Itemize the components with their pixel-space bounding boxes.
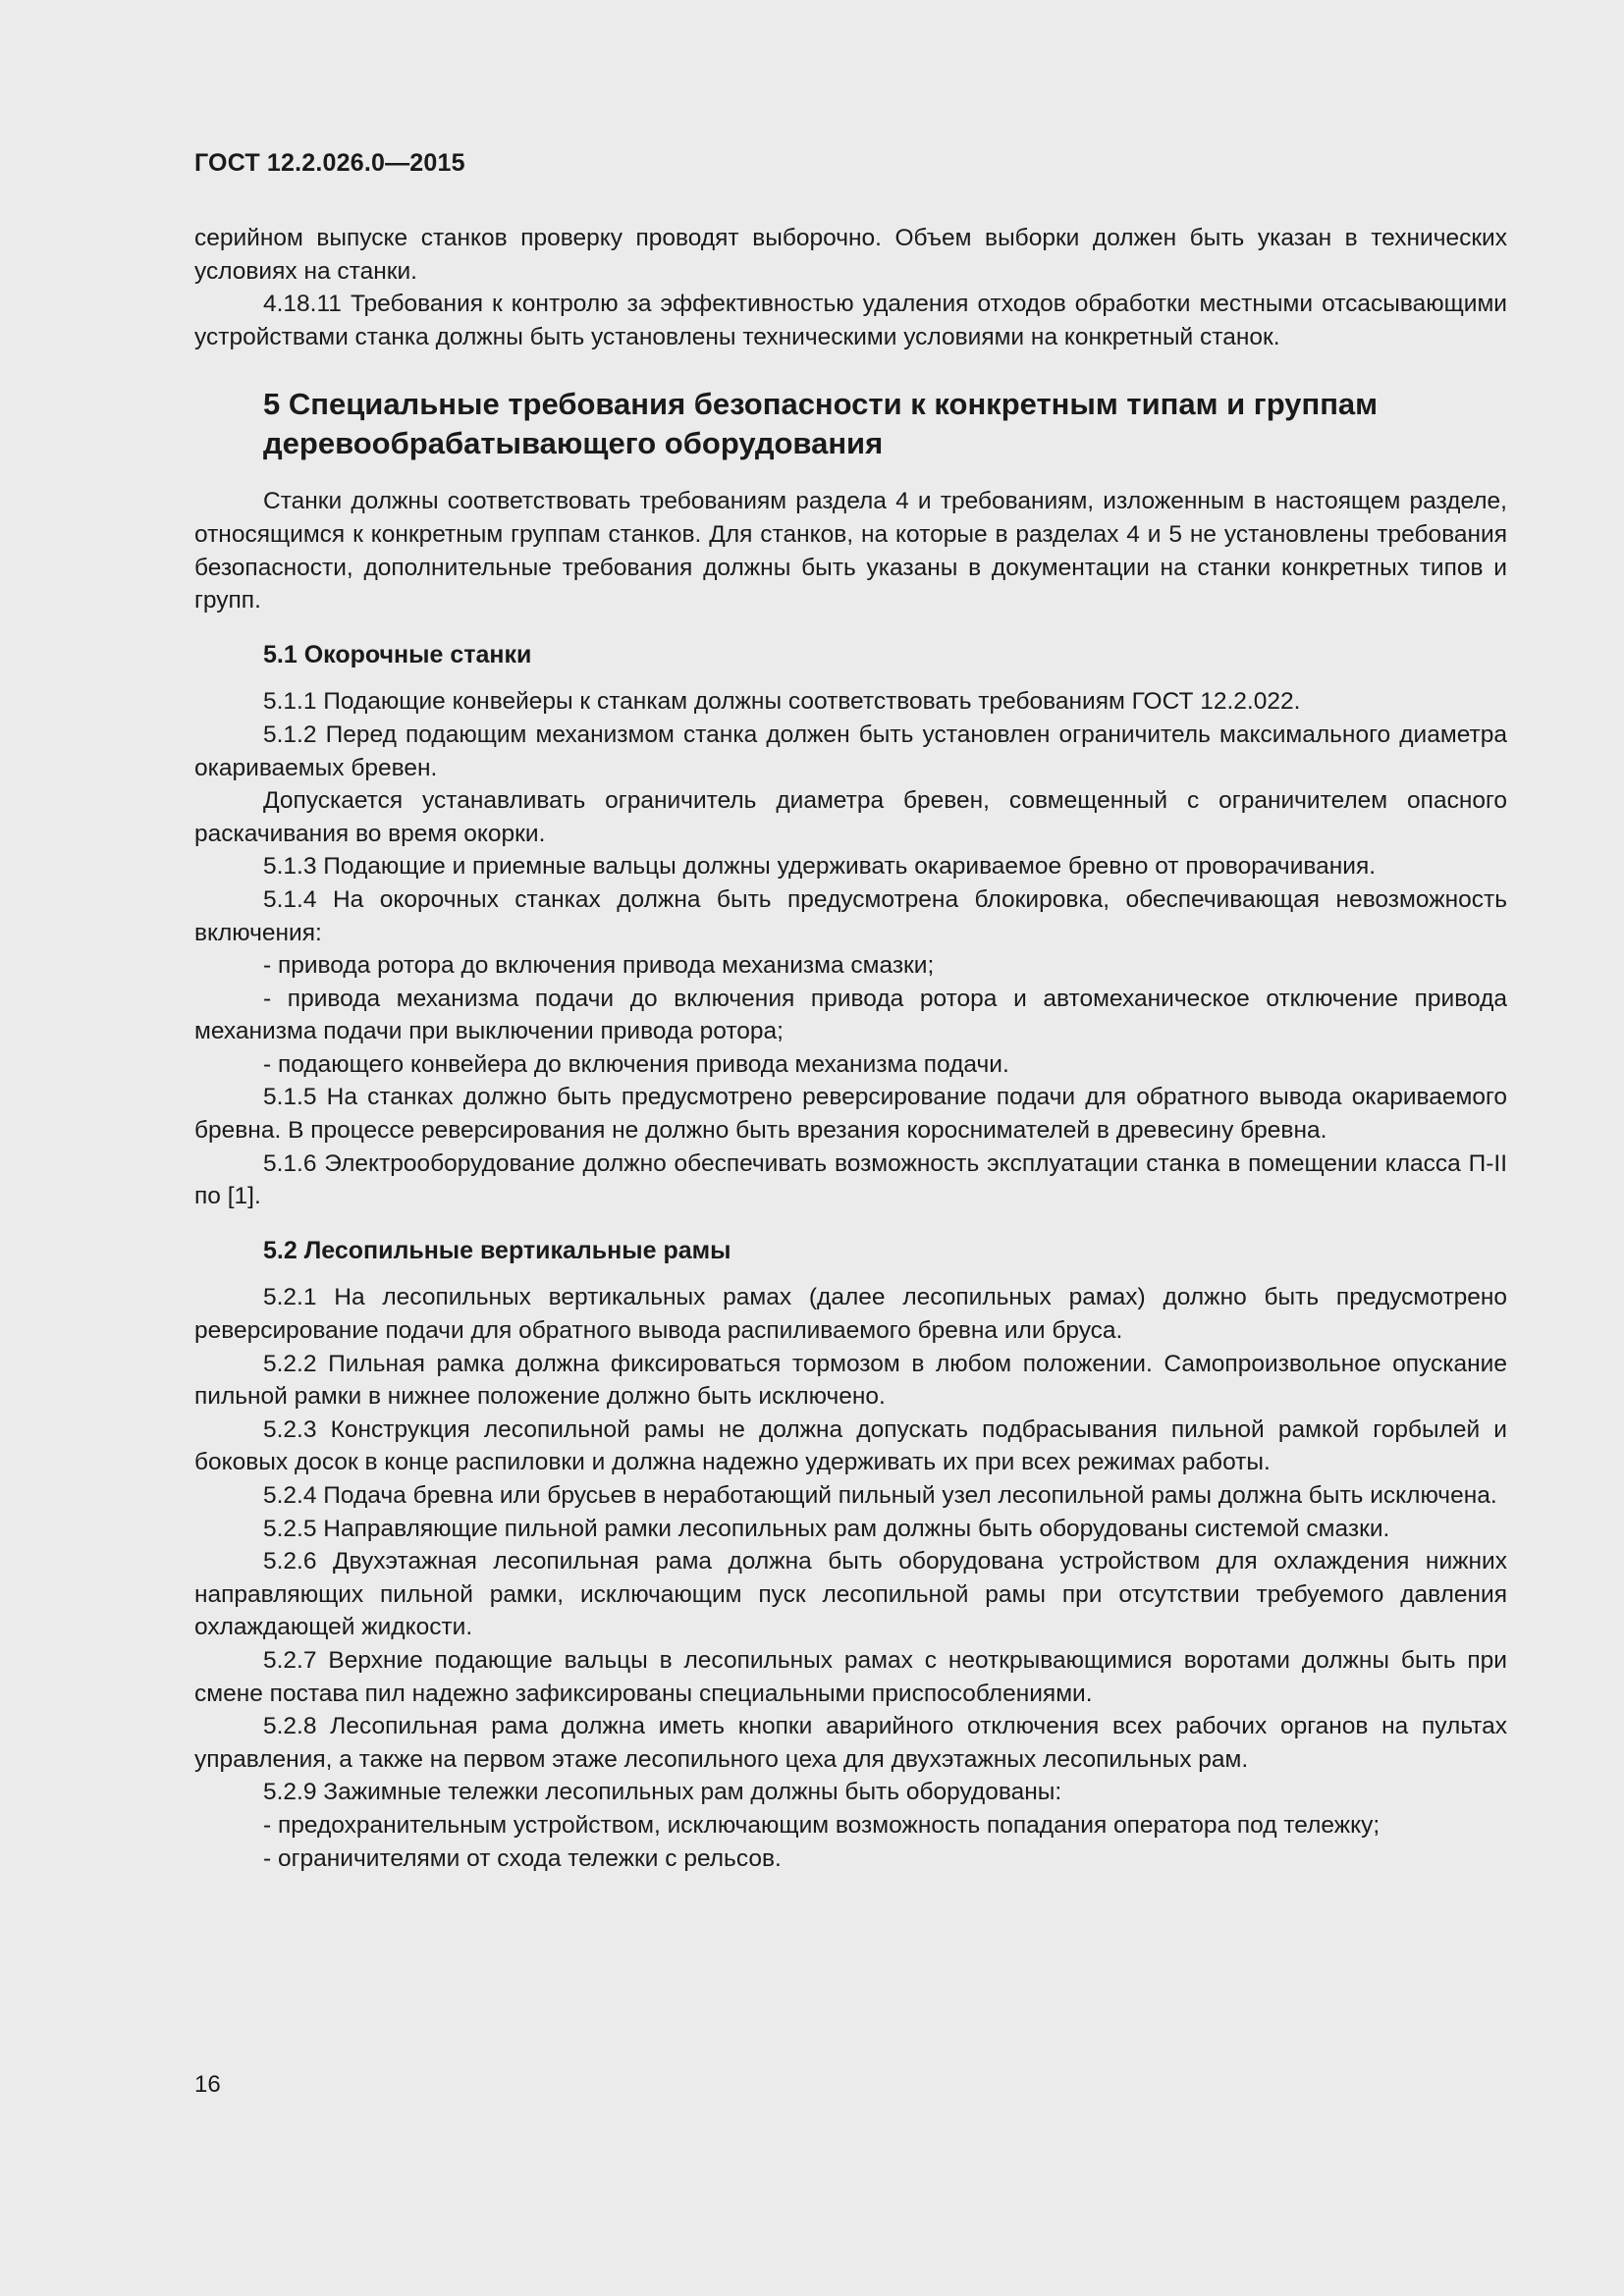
list-item: - предохранительным устройством, исключающим возможность попадания оператора под тележку;: [263, 1811, 1380, 1839]
page-number: 16: [194, 2071, 221, 2098]
paragraph: 5.2.7 Верхние подающие вальцы в лесопильных рамах с неоткрывающимися воротами должны быть при смене постава пил надежно зафиксированы специальными приспособлениями.: [194, 1646, 1507, 1707]
subsection-title: 5.1 Окорочные станки: [263, 640, 532, 668]
paragraph: 5.1.2 Перед подающим механизмом станка должен быть установлен ограничитель максимального диаметра окариваемых бревен.: [194, 721, 1507, 781]
document-header: ГОСТ 12.2.026.0—2015: [194, 149, 465, 177]
list-item: - привода ротора до включения привода механизма смазки;: [263, 952, 935, 980]
paragraph: 5.2.4 Подача бревна или брусьев в неработающий пильный узел лесопильной рамы должна быть исключена.: [263, 1482, 1497, 1509]
list-item: - ограничителями от схода тележки с рельсов.: [263, 1844, 782, 1872]
paragraph: Станки должны соответствовать требованиям раздела 4 и требованиям, изложенным в настоящем разделе, относящимся к конкретным группам станков. Для станков, на которые в разделах 4 и 5 не установлены требования безопасности, дополнительные требования должны быть указаны в документации на станки конкретных типов и групп.: [194, 488, 1507, 614]
paragraph: 5.2.8 Лесопильная рама должна иметь кнопки аварийного отключения всех рабочих органов на пультах управления, а также на первом этаже лесопильного цеха для двухэтажных лесопильных рам.: [194, 1713, 1507, 1773]
subsection-title: 5.2 Лесопильные вертикальные рамы: [263, 1236, 731, 1264]
document-body: [194, 222, 1507, 1875]
paragraph: серийном выпуске станков проверку проводят выборочно. Объем выборки должен быть указан в технических условиях на станки.: [194, 225, 1507, 285]
paragraph: 5.1.5 На станках должно быть предусмотрено реверсирование подачи для обратного вывода окариваемого бревна. В процессе реверсирования не должно быть врезания короснимателей в древесину бревна.: [194, 1084, 1507, 1145]
paragraph: 5.2.3 Конструкция лесопильной рамы не должна допускать подбрасывания пильной рамкой горбылей и боковых досок в конце распиловки и должна надежно удерживать их при всех режимах работы.: [194, 1415, 1507, 1476]
paragraph: 4.18.11 Требования к контролю за эффективностью удаления отходов обработки местными отсасывающими устройствами станка должны быть установлены техническими условиями на конкретный станок.: [194, 291, 1507, 350]
paragraph: 5.2.9 Зажимные тележки лесопильных рам должны быть оборудованы:: [263, 1779, 1062, 1806]
section-title: 5 Специальные требования безопасности к конкретным типам и группам деревообрабатывающего оборудования: [263, 387, 1379, 461]
paragraph: 5.2.6 Двухэтажная лесопильная рама должна быть оборудована устройством для охлаждения нижних направляющих пильной рамки, исключающим пуск лесопильной рамы при отсутствии требуемого давления охлаждающей жидкости.: [194, 1548, 1507, 1641]
paragraph: Допускается устанавливать ограничитель диаметра бревен, совмещенный с ограничителем опасного раскачивания во время окорки.: [194, 787, 1507, 847]
paragraph: 5.1.3 Подающие и приемные вальцы должны удерживать окариваемое бревно от проворачивания.: [263, 853, 1377, 881]
paragraph: 5.1.6 Электрооборудование должно обеспечивать возможность эксплуатации станка в помещении класса П-II по [1].: [194, 1149, 1507, 1210]
paragraph: 5.1.4 На окорочных станках должна быть предусмотрена блокировка, обеспечивающая невозможность включения:: [194, 885, 1507, 946]
paragraph: 5.1.1 Подающие конвейеры к станкам должны соответствовать требованиям ГОСТ 12.2.022.: [263, 688, 1301, 716]
list-item: - привода механизма подачи до включения привода ротора и автомеханическое отключение привода механизма подачи при выключении привода ротора;: [194, 985, 1507, 1045]
paragraph: 5.2.5 Направляющие пильной рамки лесопильных рам должны быть оборудованы системой смазки.: [263, 1515, 1390, 1542]
paragraph: 5.2.1 На лесопильных вертикальных рамах (далее лесопильных рамах) должно быть предусмотрено реверсирование подачи для обратного вывода распиливаемого бревна или бруса.: [194, 1284, 1507, 1345]
paragraph: 5.2.2 Пильная рамка должна фиксироваться тормозом в любом положении. Самопроизвольное опускание пильной рамки в нижнее положение должно быть исключено.: [194, 1350, 1507, 1411]
list-item: - подающего конвейера до включения привода механизма подачи.: [263, 1050, 1009, 1078]
